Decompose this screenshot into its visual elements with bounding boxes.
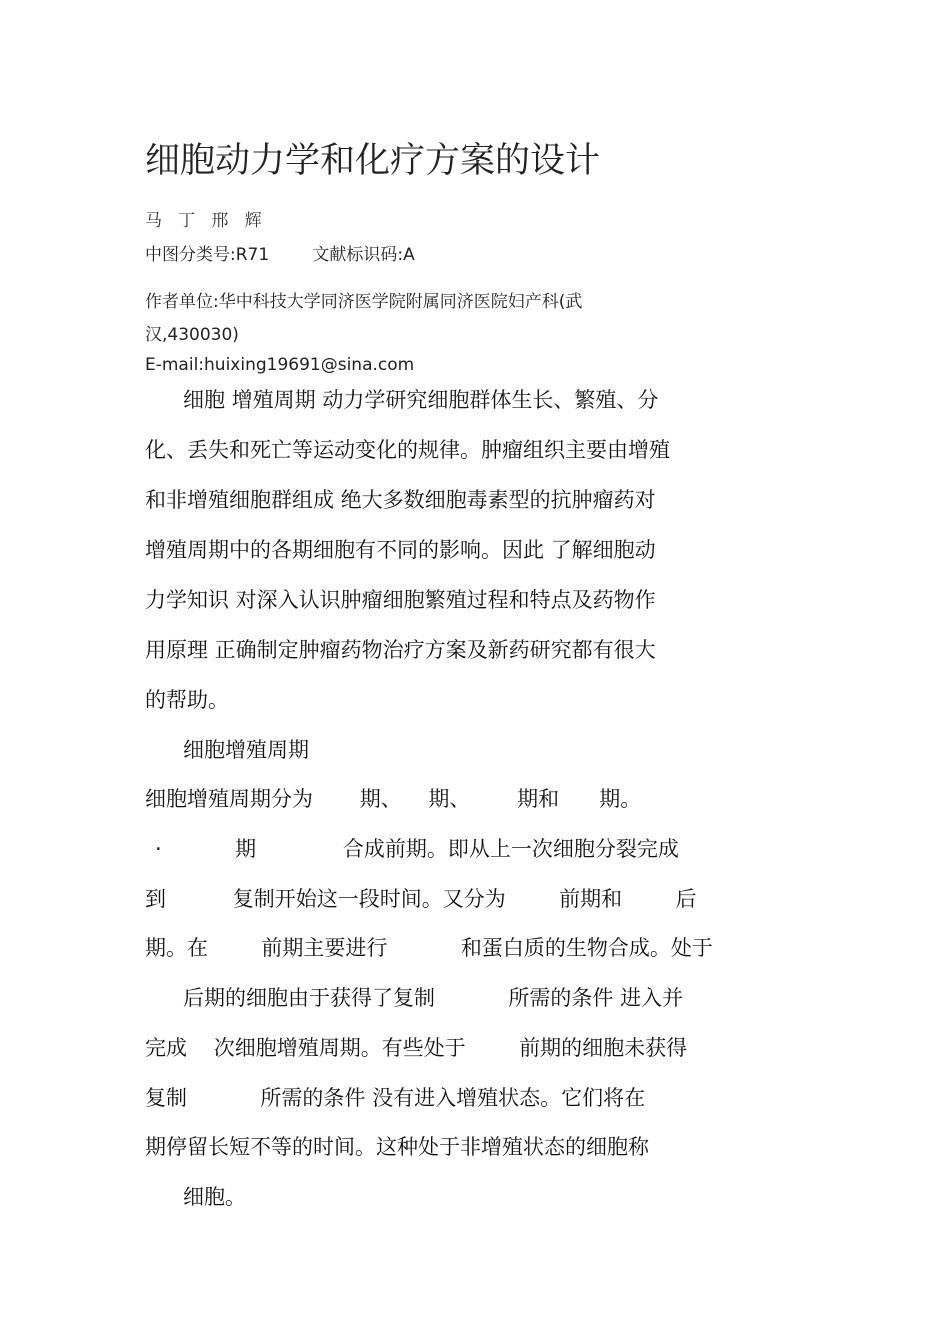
paragraph-line: 细胞 增殖周期 动力学研究细胞群体生长、繁殖、分 — [183, 388, 659, 412]
paragraph-line: 细胞。 — [183, 1185, 246, 1209]
paragraph-line: 到 复制开始这一段时间。又分为 前期和 后 — [145, 887, 697, 911]
paragraph-line: 用原理 正确制定肿瘤药物治疗方案及新药研究都有很大 — [145, 638, 656, 662]
email-line: E-mail:huixing19691@sina.com — [145, 355, 415, 375]
paragraph-line: 化、丢失和死亡等运动变化的规律。肿瘤组织主要由增殖 — [145, 438, 670, 462]
paragraph-line: 完成 次细胞增殖周期。有些处于 前期的细胞未获得 — [145, 1036, 688, 1060]
page-title: 细胞动力学和化疗方案的设计 — [145, 141, 601, 181]
paragraph-line: 的帮助。 — [145, 688, 229, 712]
affiliation-line-2: 汉,430030) — [145, 325, 239, 345]
paragraph-line: 后期的细胞由于获得了复制 所需的条件 进入并 — [183, 986, 684, 1010]
paragraph-line: 期。在 前期主要进行 和蛋白质的生物合成。处于 — [145, 936, 713, 960]
paragraph-line: 力学知识 对深入认识肿瘤细胞繁殖过程和特点及药物作 — [145, 588, 656, 612]
affiliation-line-1: 作者单位:华中科技大学同济医学院附属同济医院妇产科(武 — [145, 292, 583, 312]
section-heading: 细胞增殖周期 — [183, 738, 309, 762]
paragraph-line: 细胞增殖周期分为 期、 期、 期和 期。 — [145, 787, 642, 811]
paragraph-line: 期停留长短不等的时间。这种处于非增殖状态的细胞称 — [145, 1135, 649, 1159]
paragraph-line: 增殖周期中的各期细胞有不同的影响。因此 了解细胞动 — [145, 538, 656, 562]
paragraph-line: 复制 所需的条件 没有进入增殖状态。它们将在 — [145, 1086, 646, 1110]
paragraph-line: 和非增殖细胞群组成 绝大多数细胞毒素型的抗肿瘤药对 — [145, 488, 656, 512]
classification-line: 中图分类号:R71 文献标识码:A — [145, 245, 415, 265]
paragraph-line: · 期 合成前期。即从上一次细胞分裂完成 — [155, 837, 679, 861]
author-list: 马 丁 邢 辉 — [145, 211, 262, 231]
